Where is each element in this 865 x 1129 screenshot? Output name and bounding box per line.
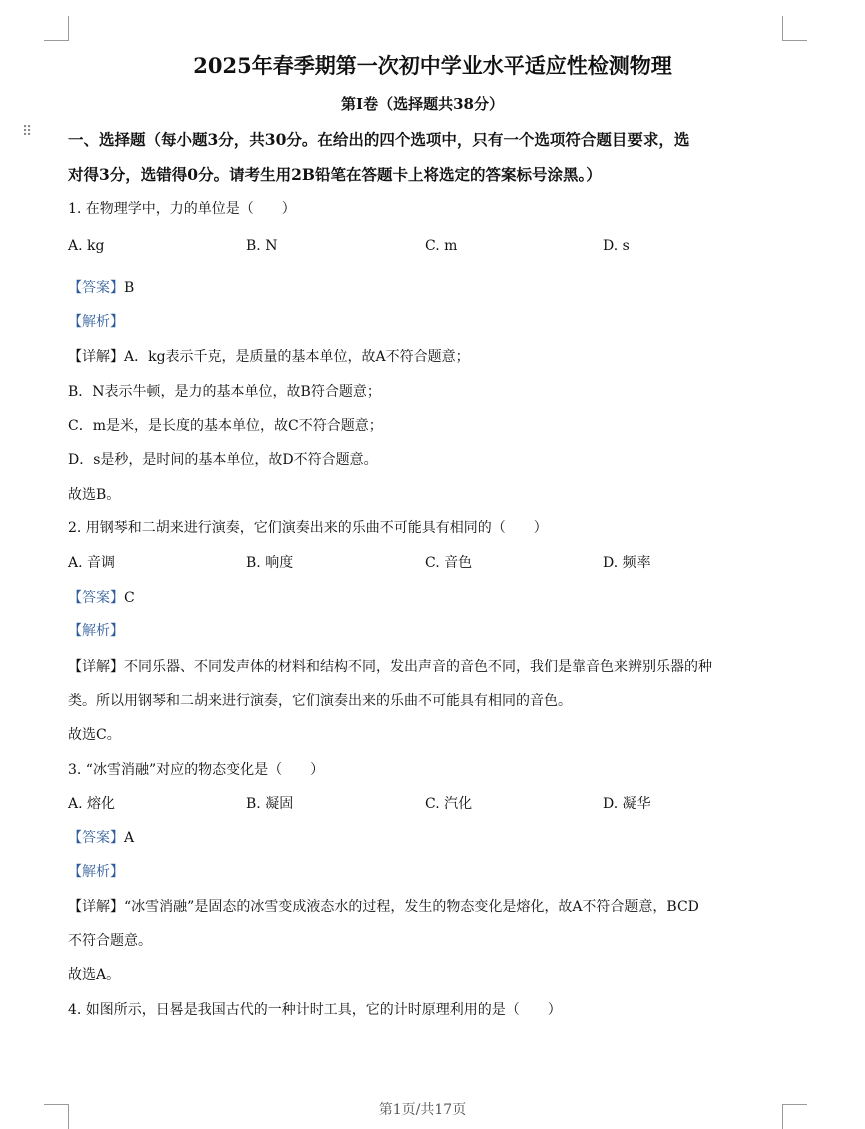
section-heading-line1: 一、选择题（每小题3分，共30分。在给出的四个选项中，只有一个选项符合题目要求，选 bbox=[68, 130, 690, 149]
detail-tag: 【详解】 bbox=[68, 899, 124, 915]
q2-analysis-tag: 【解析】 bbox=[68, 623, 124, 639]
q1-detail-line3: C．m是米，是长度的基本单位，故C不符合题意； bbox=[68, 418, 383, 434]
section-heading-line2: 对得3分，选错得0分。请考生用2B铅笔在答题卡上将选定的答案标号涂黑。） bbox=[68, 165, 602, 184]
q3-detail-line2: 不符合题意。 bbox=[68, 933, 152, 949]
q3-analysis-tag: 【解析】 bbox=[68, 864, 124, 880]
q1-stem: 1. 在物理学中，力的单位是（ ） bbox=[68, 201, 296, 217]
q3-option-d: D. 凝华 bbox=[603, 796, 651, 812]
q1-option-c: C. m bbox=[425, 238, 458, 254]
q2-answer-row bbox=[68, 587, 135, 607]
document-subtitle: 第I卷（选择题共38分） bbox=[341, 95, 504, 113]
q3-option-b: B. 凝固 bbox=[246, 796, 294, 812]
q3-detail-line1 bbox=[68, 896, 699, 916]
q1-detail-line4: D．s是秒，是时间的基本单位，故D不符合题意。 bbox=[68, 452, 378, 468]
q2-conclusion: 故选C。 bbox=[68, 727, 121, 743]
q3-conclusion: 故选A。 bbox=[68, 967, 121, 983]
detail-tag: 【详解】 bbox=[68, 349, 124, 365]
q1-option-b: B. N bbox=[246, 238, 278, 254]
q3-detail-text1: “冰雪消融”是固态的冰雪变成液态水的过程，发生的物态变化是熔化，故A不符合题意，BCD bbox=[124, 899, 699, 915]
q3-answer-value: A bbox=[124, 830, 135, 846]
drag-handle-icon[interactable]: ⠿ bbox=[22, 124, 31, 140]
q2-option-d: D. 频率 bbox=[603, 555, 651, 571]
q2-detail-line1 bbox=[68, 656, 712, 676]
detail-tag: 【详解】 bbox=[68, 659, 124, 675]
answer-tag: 【答案】 bbox=[68, 280, 124, 296]
answer-tag: 【答案】 bbox=[68, 590, 124, 606]
document-title: 2025年春季期第一次初中学业水平适应性检测物理 bbox=[193, 53, 672, 78]
q1-option-a: A. kg bbox=[68, 238, 105, 254]
q4-stem: 4. 如图所示，日晷是我国古代的一种计时工具，它的计时原理利用的是（ ） bbox=[68, 1002, 562, 1018]
q1-answer-value: B bbox=[124, 280, 135, 296]
page-corner-mark-top-left bbox=[44, 16, 69, 41]
q2-option-a: A. 音调 bbox=[68, 555, 116, 571]
answer-tag: 【答案】 bbox=[68, 830, 124, 846]
q2-detail-text1: 不同乐器、不同发声体的材料和结构不同，发出声音的音色不同，我们是靠音色来辨别乐器的种 bbox=[124, 659, 712, 675]
q2-detail-line2: 类。所以用钢琴和二胡来进行演奏，它们演奏出来的乐曲不可能具有相同的音色。 bbox=[68, 693, 572, 709]
q1-analysis-tag: 【解析】 bbox=[68, 314, 124, 330]
page-number-footer: 第1页/共17页 bbox=[378, 1102, 467, 1118]
q1-conclusion: 故选B。 bbox=[68, 487, 121, 503]
q3-answer-row bbox=[68, 827, 134, 847]
q1-answer-row bbox=[68, 277, 134, 297]
q2-answer-value: C bbox=[124, 590, 135, 606]
q2-option-b: B. 响度 bbox=[246, 555, 294, 571]
q2-option-c: C. 音色 bbox=[425, 555, 473, 571]
q1-detail-line1 bbox=[68, 346, 470, 366]
q1-detail-line2: B．N表示牛顿，是力的基本单位，故B符合题意； bbox=[68, 384, 381, 400]
q3-option-c: C. 汽化 bbox=[425, 796, 473, 812]
q1-option-d: D. s bbox=[603, 238, 630, 254]
page-corner-mark-top-right bbox=[782, 16, 807, 41]
q1-detail-text1: A．kg表示千克，是质量的基本单位，故A不符合题意； bbox=[124, 349, 470, 365]
q2-stem: 2. 用钢琴和二胡来进行演奏，它们演奏出来的乐曲不可能具有相同的（ ） bbox=[68, 520, 548, 536]
q3-option-a: A. 熔化 bbox=[68, 796, 116, 812]
q3-stem: 3. “冰雪消融”对应的物态变化是（ ） bbox=[68, 762, 325, 778]
